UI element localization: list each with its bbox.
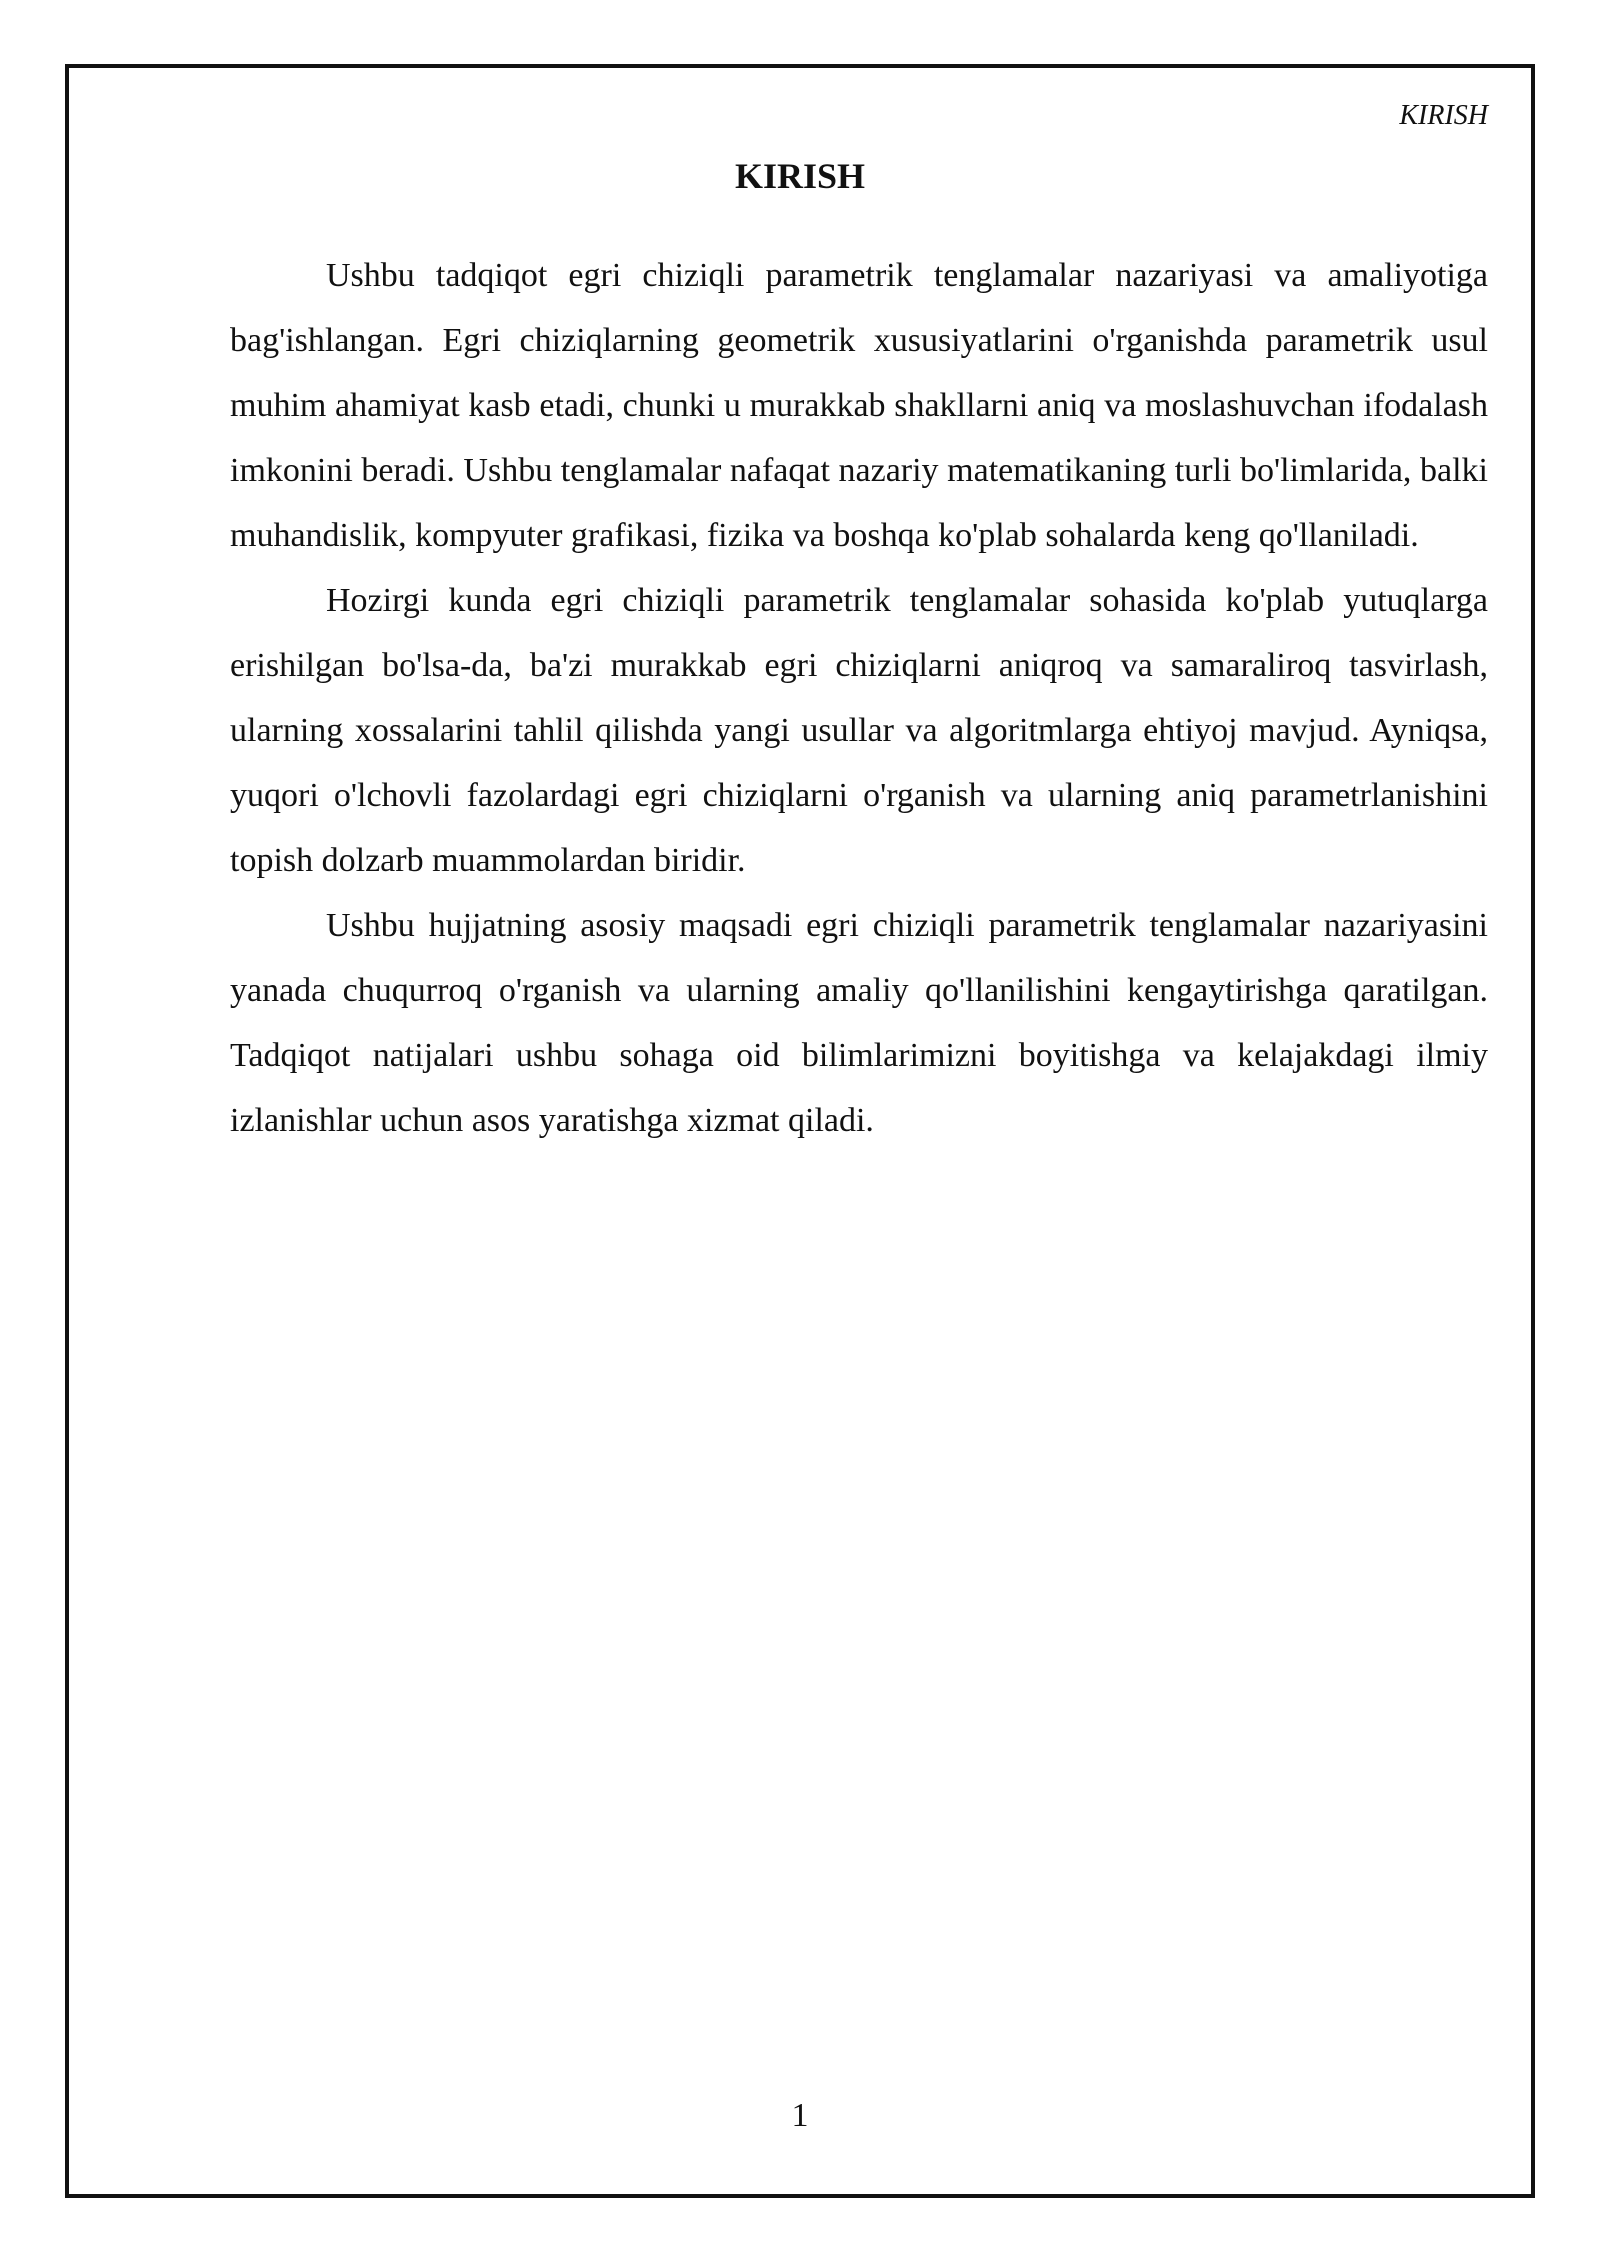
page-number: 1: [791, 2097, 809, 2134]
document-body: [230, 243, 1488, 1153]
paragraph-2: Hozirgi kunda egri chiziqli parametrik tenglamalar sohasida ko'plab yutuqlarga erishilgan bo'lsa-da, ba'zi murakkab egri chiziqlarni aniqroq va samaraliroq tasvirlash, ularning xossalarini tahlil qilishda yangi usullar va algoritmlarga ehtiyoj mavjud. Ayniqsa, yuqori o'lchovli fazolardagi egri chiziqlarni o'rganish va ularning aniq parametrlanishini topish dolzarb muammolardan biridir.: [230, 582, 1488, 879]
page-title: KIRISH: [734, 156, 866, 196]
running-header: KIRISH: [1399, 100, 1488, 131]
paragraph-3: Ushbu hujjatning asosiy maqsadi egri chiziqli parametrik tenglamalar nazariyasini yanada chuqurroq o'rganish va ularning amaliy qo'llanilishini kengaytirishga qaratilgan. Tadqiqot natijalari ushbu sohaga oid bilimlarimizni boyitishga va kelajakdagi ilmiy izlanishlar uchun asos yaratishga xizmat qiladi.: [230, 907, 1488, 1139]
paragraph-1: Ushbu tadqiqot egri chiziqli parametrik tenglamalar nazariyasi va amaliyotiga bag'ishlangan. Egri chiziqlarning geometrik xususiyatlarini o'rganishda parametrik usul muhim ahamiyat kasb etadi, chunki u murakkab shakllarni aniq va moslashuvchan ifodalash imkonini beradi. Ushbu tenglamalar nafaqat nazariy matematikaning turli bo'limlarida, balki muhandislik, kompyuter grafikasi, fizika va boshqa ko'plab sohalarda keng qo'llaniladi.: [230, 257, 1488, 554]
